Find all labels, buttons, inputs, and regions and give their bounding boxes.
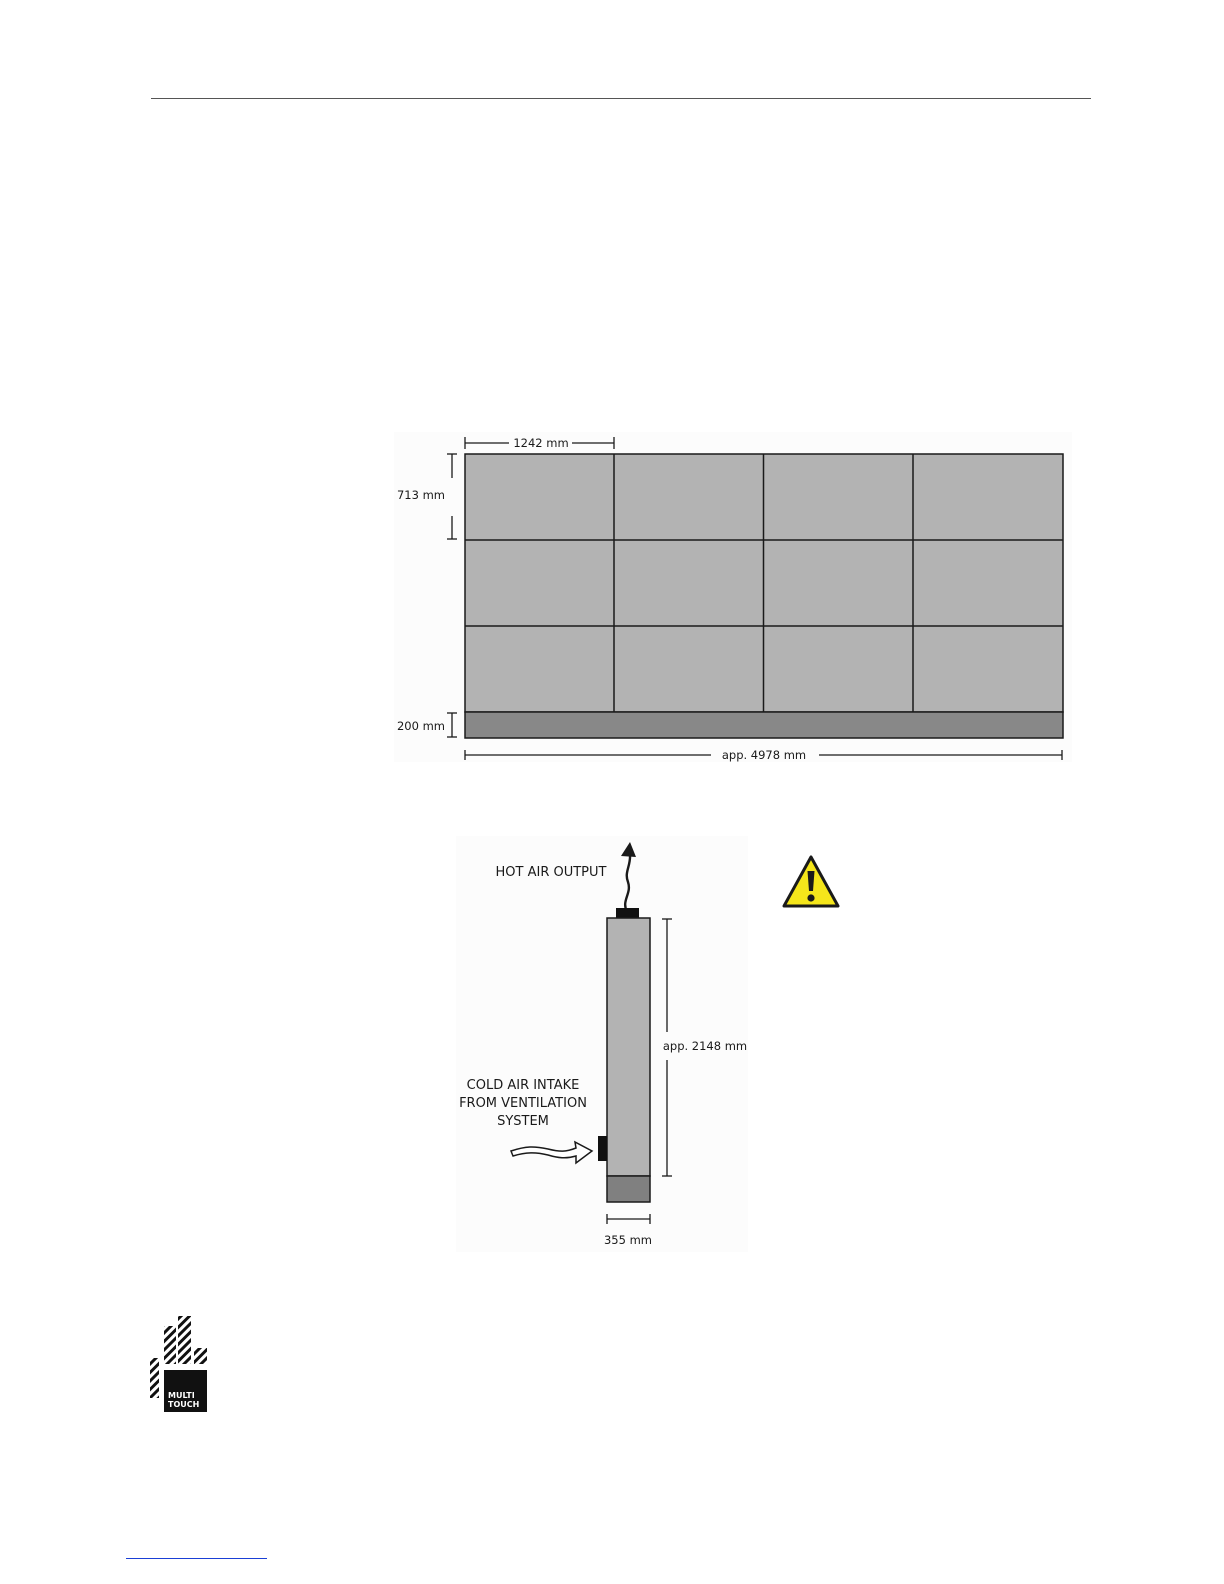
cabinet-body: [607, 918, 650, 1176]
panel-height-label: 713 mm: [396, 488, 446, 502]
header-rule: [151, 98, 1091, 99]
multitouch-logo: [147, 1314, 211, 1416]
cold-air-label-line-1: COLD AIR INTAKE: [466, 1078, 580, 1093]
top-vent: [616, 908, 639, 918]
cabinet-depth-label: 355 mm: [603, 1233, 653, 1247]
hot-air-output-label: HOT AIR OUTPUT: [495, 865, 607, 880]
logo-line-1: MULTI: [168, 1391, 195, 1400]
footer-link-underline[interactable]: [126, 1558, 267, 1559]
cabinet-base: [607, 1176, 650, 1202]
total-width-label: app. 4978 mm: [721, 748, 807, 762]
cold-air-label-line-3: SYSTEM: [497, 1114, 549, 1129]
side-vent: [598, 1136, 607, 1161]
panel-width-label: 1242 mm: [513, 436, 569, 450]
front-view-diagram: [394, 432, 1072, 762]
display-panel-grid: [465, 454, 1063, 712]
cold-air-label-line-2: FROM VENTILATION: [459, 1096, 587, 1111]
base-height-label: 200 mm: [396, 719, 446, 733]
cabinet-height-label: app. 2148 mm: [662, 1039, 748, 1053]
side-view-diagram: [456, 836, 748, 1252]
logo-line-2: TOUCH: [168, 1400, 200, 1409]
display-base: [465, 712, 1063, 738]
warning-triangle-icon: [781, 854, 841, 910]
